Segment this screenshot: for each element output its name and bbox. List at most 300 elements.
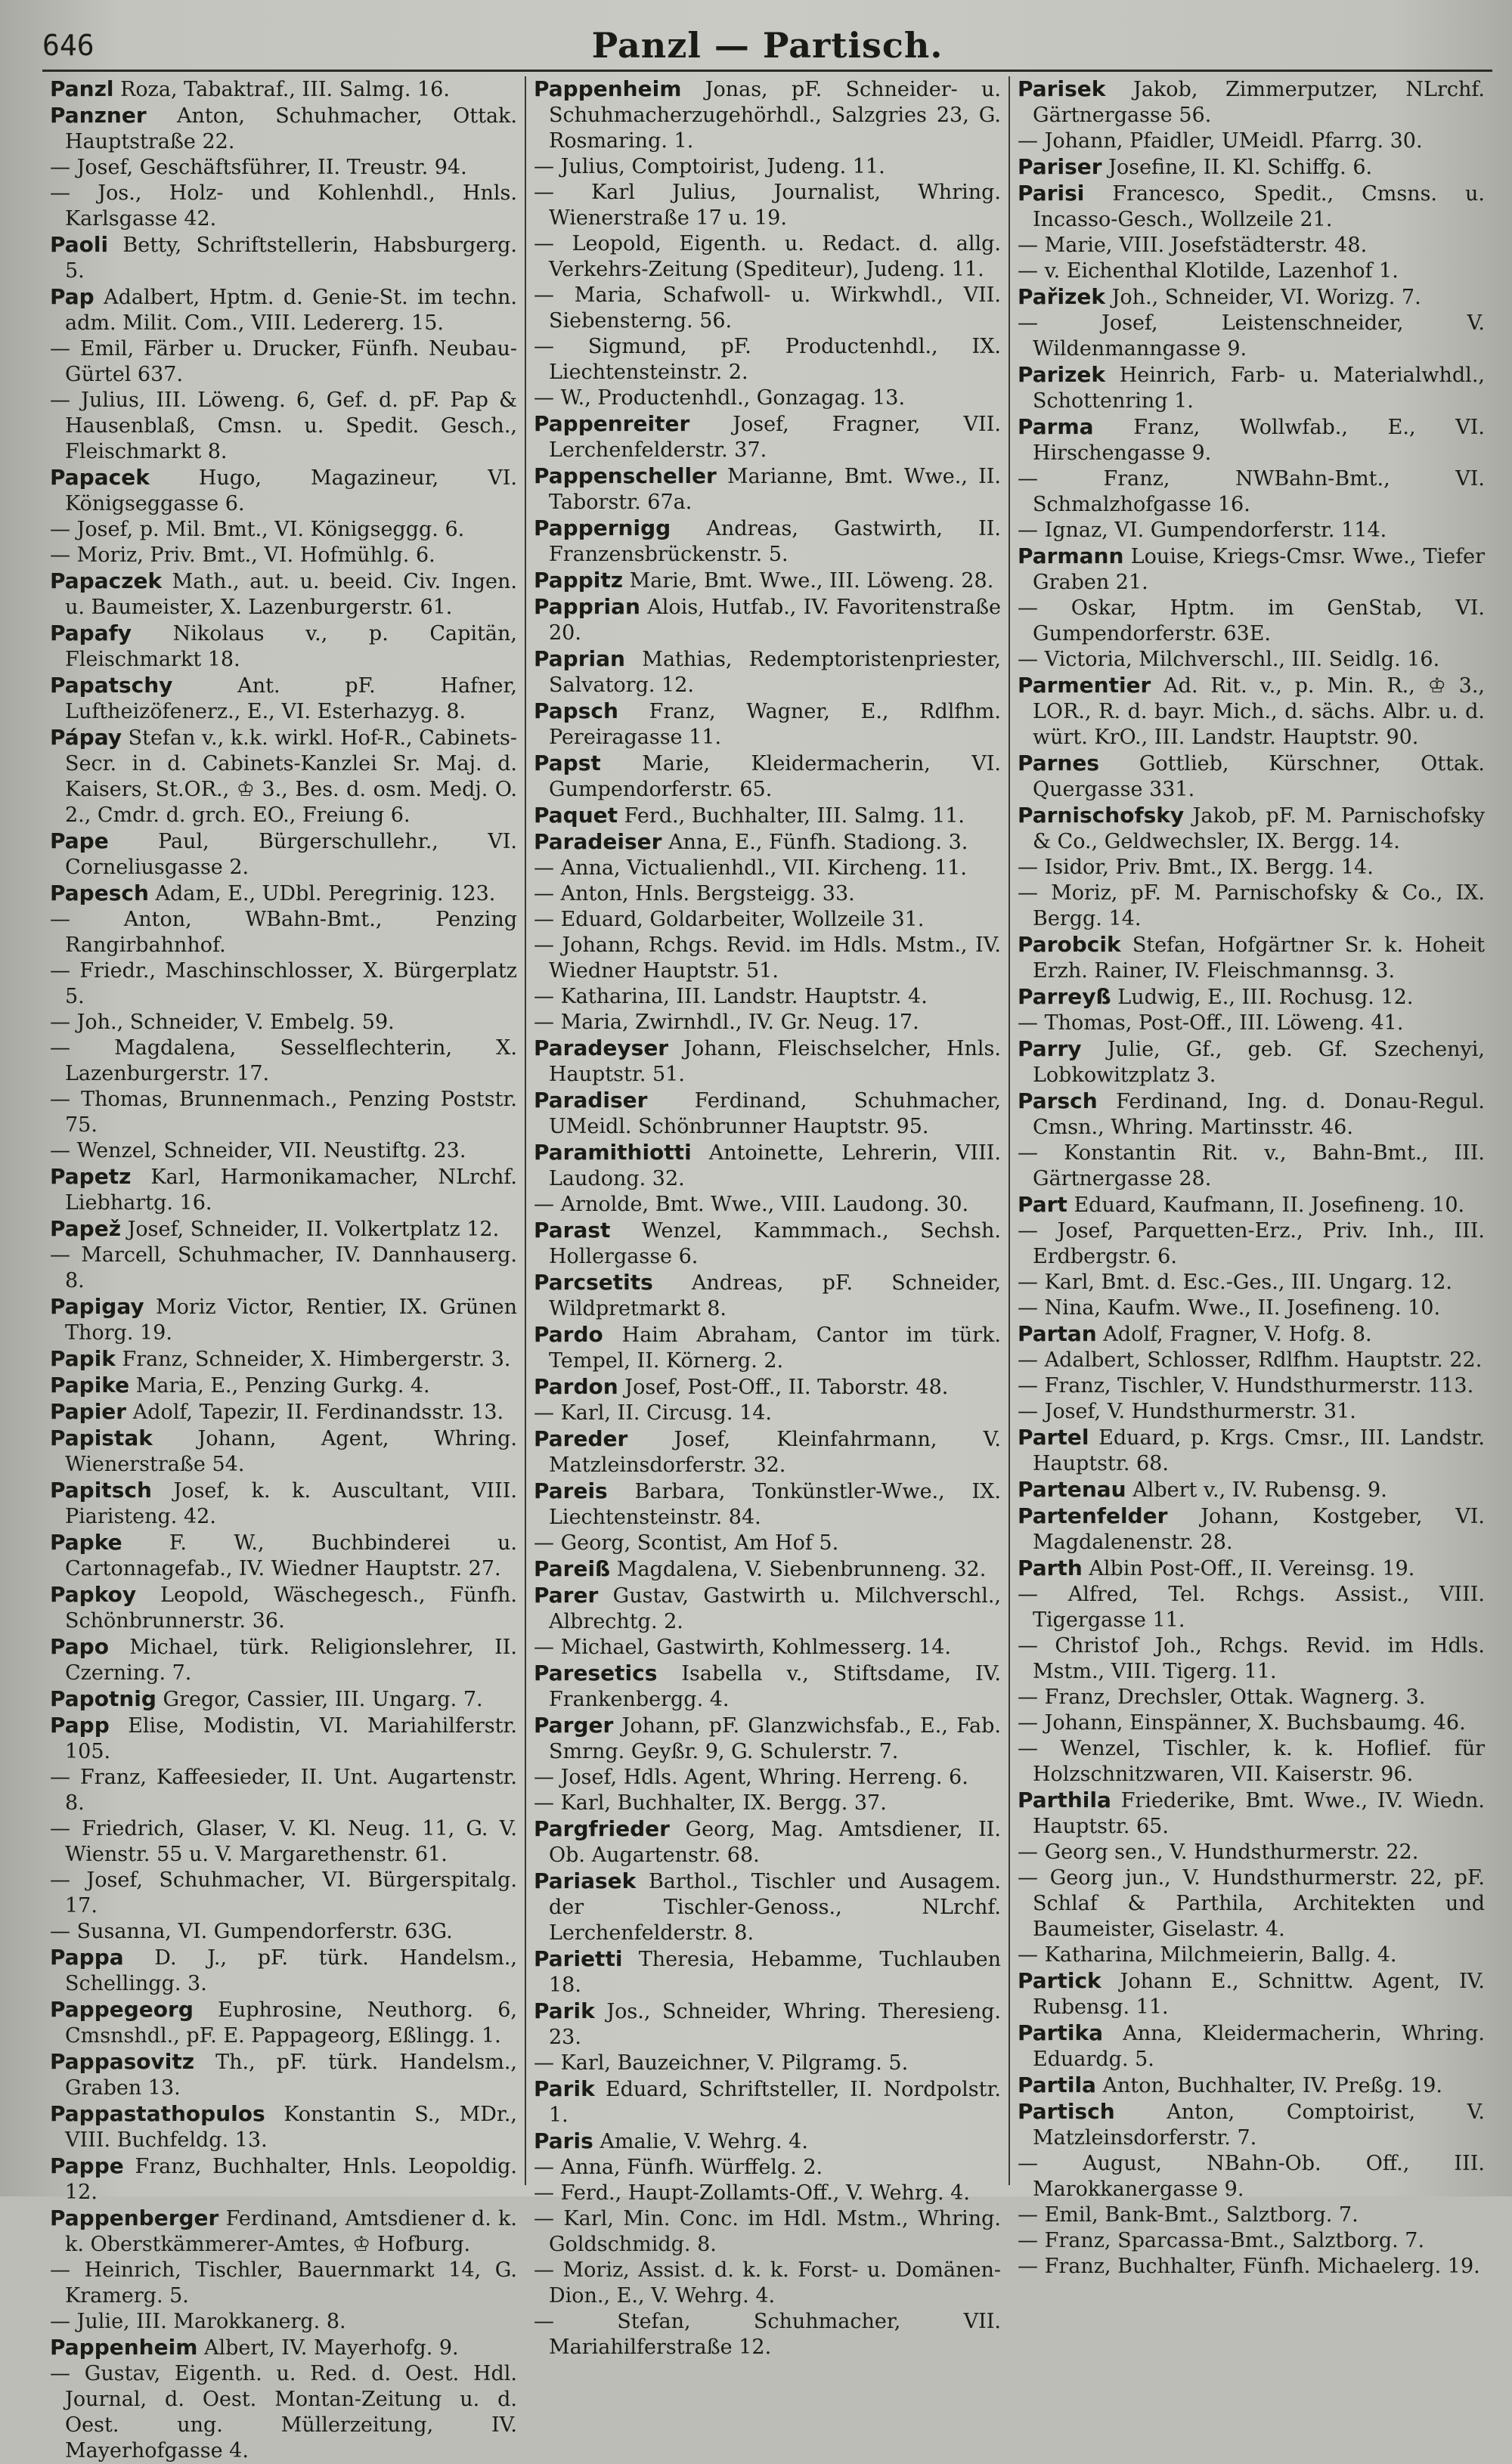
entry-text: — Josef, Parquetten-Erz., Priv. Inh., III. Erdbergstr. 6. xyxy=(1018,1219,1485,1268)
entry-text: — Josef, Geschäftsführer, II. Treustr. 94. xyxy=(50,156,467,179)
entry-surname: Pařizek xyxy=(1018,284,1105,309)
directory-entry xyxy=(1018,311,1485,362)
directory-entry xyxy=(1018,1192,1485,1218)
directory-entry xyxy=(1018,881,1485,932)
directory-entry xyxy=(1018,1582,1485,1633)
directory-entry xyxy=(534,1322,1001,1374)
entry-text: — Anna, Victualienhdl., VII. Kircheng. 11. xyxy=(534,856,967,880)
entry-text: Albert v., IV. Rubensg. 9. xyxy=(1132,1478,1387,1502)
directory-entry xyxy=(50,1087,517,1138)
entry-text: — Karl Julius, Journalist, Whring. Wienerstraße 17 u. 19. xyxy=(534,181,1001,230)
entry-text: — Eduard, Goldarbeiter, Wollzeile 31. xyxy=(534,908,925,931)
directory-entry xyxy=(1018,414,1485,466)
directory-entry xyxy=(1018,543,1485,596)
entry-text: — Friedrich, Glaser, V. Kl. Neug. 11, G. V. Wienstr. 55 u. V. Margarethenstr. 61. xyxy=(50,1817,517,1866)
entry-surname: Paquet xyxy=(534,803,618,828)
entry-text: Jonas, pF. Schneider- u. Schuhmacherzugehörhdl., Salzgries 23, G. Rosmaring. 1. xyxy=(549,78,1002,153)
entry-text: — Ferd., Haupt-Zollamts-Off., V. Wehrg. 4. xyxy=(534,2181,970,2205)
directory-entry xyxy=(1018,1503,1485,1555)
entry-text: — Franz, Kaffeesieder, II. Unt. Augartenstr. 8. xyxy=(50,1766,517,1815)
directory-entry xyxy=(50,1634,517,1686)
entry-surname: Partila xyxy=(1018,2072,1096,2097)
directory-entry xyxy=(50,1945,517,1997)
directory-entry xyxy=(50,517,517,543)
entry-text: — Johann, Pfaidler, UMeidl. Pfarrg. 30. xyxy=(1018,129,1423,153)
directory-entry xyxy=(1018,1295,1485,1321)
entry-surname: Part xyxy=(1018,1192,1067,1217)
entry-text: Math., aut. u. beeid. Civ. Ingen. u. Baumeister, X. Lazenburgerstr. 61. xyxy=(65,570,517,619)
entry-surname: Pariser xyxy=(1018,154,1102,179)
entry-text: — August, NBahn-Ob. Off., III. Marokkanergasse 9. xyxy=(1018,2152,1485,2201)
directory-entry xyxy=(1018,1633,1485,1685)
entry-surname: Parast xyxy=(534,1218,611,1243)
entry-surname: Papež xyxy=(50,1216,121,1241)
directory-entry xyxy=(1018,932,1485,984)
directory-entry xyxy=(534,568,1001,594)
directory-entry xyxy=(534,76,1001,154)
entry-surname: Papaczek xyxy=(50,568,163,593)
directory-entry xyxy=(50,1530,517,1582)
directory-entry xyxy=(50,1713,517,1765)
entry-text: Gottlieb, Kürschner, Ottak. Quergasse 331. xyxy=(1033,752,1485,801)
entry-text: Johann, Agent, Whring. Wienerstraße 54. xyxy=(65,1427,517,1476)
directory-entry xyxy=(534,1791,1001,1816)
entry-text: Elise, Modistin, VI. Mariahilferstr. 105. xyxy=(65,1714,517,1763)
directory-entry xyxy=(534,907,1001,933)
directory-entry xyxy=(534,2076,1001,2128)
directory-entry xyxy=(534,1088,1001,1140)
entry-text: Ferdinand, Amtsdiener d. k. k. Oberstkämmerer-Amtes, ♔ Hofburg. xyxy=(65,2207,517,2256)
entry-surname: Parreyß xyxy=(1018,984,1111,1009)
directory-entry xyxy=(50,907,517,958)
entry-surname: Parer xyxy=(534,1583,599,1608)
entry-surname: Pappasovitz xyxy=(50,2049,195,2074)
directory-entry xyxy=(50,621,517,673)
entry-surname: Parisek xyxy=(1018,76,1106,101)
entry-text: Francesco, Spedit., Cmsns. u. Incasso-Gesch., Wollzeile 21. xyxy=(1033,182,1485,231)
entry-text: — Emil, Färber u. Drucker, Fünfh. Neubau-Gürtel 637. xyxy=(50,337,517,386)
entry-surname: Pardo xyxy=(534,1322,603,1347)
entry-text: Leopold, Wäschegesch., Fünfh. Schönbrunnerstr. 36. xyxy=(65,1583,517,1633)
entry-text: Alois, Hutfab., IV. Favoritenstraße 20. xyxy=(549,596,1001,645)
entry-text: Friederike, Bmt. Wwe., IV. Wiedn. Hauptstr. 65. xyxy=(1033,1789,1485,1838)
entry-surname: Papatschy xyxy=(50,673,173,698)
directory-entry xyxy=(50,1294,517,1346)
entry-text: — Wenzel, Tischler, k. k. Hoflief. für Holzschnitzwaren, VII. Kaiserstr. 96. xyxy=(1018,1737,1485,1786)
entry-text: — Jos., Holz- und Kohlenhdl., Hnls. Karlsgasse 42. xyxy=(50,181,517,231)
entry-text: Adam, E., UDbl. Peregrinig. 123. xyxy=(155,882,496,905)
directory-entry xyxy=(534,463,1001,515)
entry-text: — Alfred, Tel. Rchgs. Assist., VIII. Tigergasse 11. xyxy=(1018,1583,1485,1632)
entry-text: Adalbert, Hptm. d. Genie-St. im techn. adm. Milit. Com., VIII. Ledererg. 15. xyxy=(65,286,517,335)
entry-surname: Paradeyser xyxy=(534,1035,669,1060)
entry-text: Jos., Schneider, Whring. Theresieng. 23. xyxy=(549,2000,1001,2049)
entry-text: — Konstantin Rit. v., Bahn-Bmt., III. Gärtnergasse 28. xyxy=(1018,1141,1485,1190)
entry-surname: Pargfrieder xyxy=(534,1816,670,1841)
running-title: Panzl — Partisch. xyxy=(591,25,943,66)
directory-entry xyxy=(1018,128,1485,154)
directory-entry xyxy=(534,1635,1001,1661)
entry-text: — Emil, Bank-Bmt., Salztborg. 7. xyxy=(1018,2203,1359,2227)
directory-entry xyxy=(534,1998,1001,2051)
directory-entry xyxy=(50,1346,517,1373)
entry-text: Theresia, Hebamme, Tuchlauben 18. xyxy=(549,1948,1001,1997)
entry-text: — Katharina, Milchmeierin, Ballg. 4. xyxy=(1018,1943,1397,1967)
entry-text: Eduard, Schriftsteller, II. Nordpolstr. 1. xyxy=(549,2078,1001,2127)
entry-text: — Heinrich, Tischler, Bauernmarkt 14, G. Kramerg. 5. xyxy=(50,2258,517,2308)
entry-text: Roza, Tabaktraf., III. Salmg. 16. xyxy=(120,78,450,101)
directory-entry xyxy=(534,1192,1001,1218)
entry-text: Josef, Kleinfahrmann, V. Matzleinsdorferstr. 32. xyxy=(549,1428,1001,1477)
directory-entry xyxy=(50,2101,517,2153)
entry-surname: Paradeiser xyxy=(534,829,662,854)
directory-entry xyxy=(50,2049,517,2101)
entry-surname: Paprian xyxy=(534,646,625,671)
entry-text: — Karl, Bauzeichner, V. Pilgramg. 5. xyxy=(534,2051,909,2075)
entry-text: Franz, Buchhalter, Hnls. Leopoldig. 12. xyxy=(65,2155,517,2204)
entry-surname: Papafy xyxy=(50,621,132,645)
entry-text: Franz, Wollwfab., E., VI. Hirschengasse 9. xyxy=(1033,416,1485,465)
entry-text: — Michael, Gastwirth, Kohlmesserg. 14. xyxy=(534,1636,951,1659)
directory-entry xyxy=(534,1035,1001,1088)
entry-surname: Partel xyxy=(1018,1425,1089,1450)
entry-text: — Oskar, Hptm. im GenStab, VI. Gumpendorferstr. 63E. xyxy=(1018,596,1485,645)
entry-text: Barthol., Tischler und Ausagem. der Tischler-Genoss., NLrchf. Lerchenfelderstr. 8. xyxy=(549,1870,1001,1945)
entry-surname: Partenau xyxy=(1018,1477,1126,1502)
directory-entry xyxy=(50,543,517,568)
entry-text: Johann, Fleischselcher, Hnls. Hauptstr. 51. xyxy=(549,1037,1001,1086)
directory-entry xyxy=(534,1140,1001,1192)
entry-text: Anna, Kleidermacherin, Whring. Eduardg. 5. xyxy=(1033,2022,1485,2071)
directory-entry xyxy=(1018,1788,1485,1840)
directory-entry xyxy=(50,1478,517,1530)
entry-surname: Papp xyxy=(50,1713,110,1738)
entry-text: — Josef, Leistenschneider, V. Wildenmanngasse 9. xyxy=(1018,311,1485,361)
entry-surname: Pappenscheller xyxy=(534,463,717,488)
entry-text: Eduard, p. Krgs. Cmsr., III. Landstr. Hauptstr. 68. xyxy=(1033,1426,1485,1475)
directory-entry xyxy=(534,154,1001,180)
entry-text: Josef, k. k. Auscultant, VIII. Piaristeng. 42. xyxy=(65,1479,517,1528)
directory-entry xyxy=(50,2258,517,2309)
entry-text: — Christof Joh., Rchgs. Revid. im Hdls. Mstm., VIII. Tigerg. 11. xyxy=(1018,1634,1485,1683)
directory-entry xyxy=(534,933,1001,984)
directory-entry xyxy=(1018,2228,1485,2254)
entry-surname: Parizek xyxy=(1018,362,1105,387)
entry-surname: Pareis xyxy=(534,1478,608,1503)
entry-surname: Parnes xyxy=(1018,751,1100,775)
directory-entry xyxy=(534,1556,1001,1583)
directory-entry xyxy=(534,2181,1001,2206)
directory-entry xyxy=(50,1997,517,2049)
entry-text: — Gustav, Eigenth. u. Red. d. Oest. Hdl. Journal, d. Oest. Montan-Zeitung u. d. Oest. ung. Müllerzeitung, IV. Mayerhofgasse 4. xyxy=(50,2362,517,2462)
entry-surname: Papitsch xyxy=(50,1478,152,1503)
directory-entry xyxy=(50,103,517,155)
directory-entry xyxy=(534,1531,1001,1556)
entry-surname: Parobcik xyxy=(1018,932,1121,957)
directory-entry xyxy=(50,232,517,284)
directory-entry xyxy=(534,594,1001,646)
entry-text: — Maria, Schafwoll- u. Wirkwhdl., VII. Siebensterng. 56. xyxy=(534,283,1001,333)
entry-text: — Leopold, Eigenth. u. Redact. d. allg. Verkehrs-Zeitung (Spediteur), Judeng. 11. xyxy=(534,232,1001,281)
directory-entry xyxy=(1018,1865,1485,1942)
entry-surname: Pappenberger xyxy=(50,2206,219,2230)
directory-entry xyxy=(534,1661,1001,1713)
entry-text: Anton, Schuhmacher, Ottak. Hauptstraße 22. xyxy=(65,104,517,153)
directory-entry xyxy=(1018,362,1485,414)
directory-entry xyxy=(1018,2099,1485,2151)
directory-entry xyxy=(50,2335,517,2361)
entry-surname: Partika xyxy=(1018,2020,1103,2045)
entry-surname: Parmann xyxy=(1018,543,1124,568)
entry-surname: Parry xyxy=(1018,1036,1082,1061)
directory-entry xyxy=(50,1765,517,1816)
entry-text: — Ignaz, VI. Gumpendorferstr. 114. xyxy=(1018,518,1387,542)
entry-text: Hugo, Magazineur, VI. Königseggasse 6. xyxy=(65,466,517,515)
directory-entry xyxy=(534,1583,1001,1635)
directory-entry xyxy=(50,1373,517,1399)
directory-entry xyxy=(534,1401,1001,1426)
directory-entry xyxy=(534,1218,1001,1270)
directory-entry xyxy=(50,1582,517,1634)
entry-text: — Moriz, Assist. d. k. k. Forst- u. Domänen-Dion., E., V. Wehrg. 4. xyxy=(534,2258,1001,2308)
entry-surname: Pappernigg xyxy=(534,515,671,540)
entry-text: — Karl, Bmt. d. Esc.-Ges., III. Ungarg. 12. xyxy=(1018,1271,1452,1294)
directory-entry xyxy=(50,181,517,232)
directory-entry xyxy=(1018,1840,1485,1865)
entry-surname: Papotnig xyxy=(50,1686,156,1711)
entry-surname: Paresetics xyxy=(534,1661,658,1685)
directory-entry xyxy=(1018,1685,1485,1710)
directory-entry xyxy=(50,568,517,621)
entry-text: Magdalena, V. Siebenbrunneng. 32. xyxy=(616,1558,987,1581)
entry-surname: Papprian xyxy=(534,594,640,619)
directory-entry xyxy=(50,1010,517,1035)
entry-text: Maria, E., Penzing Gurkg. 4. xyxy=(135,1374,430,1398)
directory-entry xyxy=(534,1713,1001,1765)
directory-entry xyxy=(1018,1736,1485,1788)
directory-entry xyxy=(534,1010,1001,1035)
entry-text: — Marcell, Schuhmacher, IV. Dannhauserg. 8. xyxy=(50,1243,517,1292)
directory-entry xyxy=(50,2361,517,2464)
entry-text: Josef, Schneider, II. Volkertplatz 12. xyxy=(127,1218,500,1241)
directory-entry xyxy=(1018,258,1485,284)
directory-entry xyxy=(534,698,1001,751)
entry-text: Mathias, Redemptoristenpriester, Salvatorg. 12. xyxy=(549,648,1001,697)
entry-text: — Arnolde, Bmt. Wwe., VIII. Laudong. 30. xyxy=(534,1193,969,1216)
entry-surname: Paris xyxy=(534,2128,593,2153)
entry-surname: Papsch xyxy=(534,698,618,723)
entry-text: — Julie, III. Marokkanerg. 8. xyxy=(50,2310,346,2333)
directory-entry xyxy=(534,646,1001,698)
directory-entry xyxy=(50,2153,517,2206)
directory-entry xyxy=(534,1946,1001,1998)
directory-entry xyxy=(50,388,517,465)
directory-entry xyxy=(1018,2020,1485,2072)
entry-surname: Parmentier xyxy=(1018,673,1151,698)
column-3 xyxy=(1009,76,1492,2278)
entry-text: Anna, E., Fünfh. Stadiong. 3. xyxy=(668,831,968,854)
entry-surname: Panzner xyxy=(50,103,147,128)
column-2 xyxy=(525,76,1009,2359)
entry-surname: Pápay xyxy=(50,725,122,750)
entry-text: Johann, Kostgeber, VI. Magdalenenstr. 28. xyxy=(1033,1505,1485,1554)
entry-text: Marianne, Bmt. Wwe., II. Taborstr. 67a. xyxy=(549,465,1001,514)
entry-text: Josefine, II. Kl. Schiffg. 6. xyxy=(1108,156,1373,179)
directory-entry xyxy=(1018,596,1485,647)
directory-entry xyxy=(534,411,1001,463)
entry-surname: Parthila xyxy=(1018,1788,1111,1812)
entry-text: Georg, Mag. Amtsdiener, II. Ob. Augartenstr. 68. xyxy=(549,1818,1001,1867)
entry-text: Eduard, Kaufmann, II. Josefineng. 10. xyxy=(1074,1193,1465,1217)
entry-surname: Parcsetits xyxy=(534,1270,653,1295)
directory-entry xyxy=(534,1374,1001,1401)
directory-entry xyxy=(534,231,1001,283)
directory-entry xyxy=(1018,1399,1485,1425)
directory-entry xyxy=(50,828,517,881)
entry-surname: Papetz xyxy=(50,1164,132,1189)
directory-entry xyxy=(50,284,517,336)
directory-entry xyxy=(50,673,517,725)
entry-text: — Anton, Hnls. Bergsteigg. 33. xyxy=(534,882,855,905)
entry-text: — Wenzel, Schneider, VII. Neustiftg. 23. xyxy=(50,1139,466,1162)
entry-text: — Johann, Einspänner, X. Buchsbaumg. 46. xyxy=(1018,1711,1466,1735)
directory-entry xyxy=(1018,1141,1485,1192)
entry-surname: Partick xyxy=(1018,1968,1101,1993)
directory-entry xyxy=(534,1765,1001,1791)
entry-surname: Parger xyxy=(534,1713,614,1738)
directory-entry xyxy=(50,1686,517,1713)
directory-entry xyxy=(50,1216,517,1243)
entry-text: — Karl, Min. Conc. im Hdl. Mstm., Whring. Goldschmidg. 8. xyxy=(534,2207,1001,2256)
entry-text: Ad. Rit. v., p. Min. R., ♔ 3., LOR., R. d. bayr. Mich., d. sächs. Albr. u. d. würt. KrO., III. Landstr. Hauptstr. 90. xyxy=(1033,674,1485,749)
directory-entry xyxy=(1018,1218,1485,1270)
entry-surname: Parsch xyxy=(1018,1088,1098,1113)
entry-text: Marie, Kleidermacherin, VI. Gumpendorferstr. 65. xyxy=(549,752,1001,801)
directory-entry xyxy=(534,2309,1001,2360)
directory-entry xyxy=(1018,673,1485,751)
directory-entry xyxy=(1018,233,1485,258)
directory-entry xyxy=(1018,181,1485,233)
entry-text: Joh., Schneider, VI. Worizg. 7. xyxy=(1111,286,1421,309)
directory-entry xyxy=(1018,1321,1485,1348)
directory-entry xyxy=(534,1426,1001,1478)
directory-entry xyxy=(1018,647,1485,673)
entry-text: Konstantin S., MDr., VIII. Buchfeldg. 13. xyxy=(65,2103,517,2152)
entry-text: — Franz, Tischler, V. Hundsthurmerstr. 113. xyxy=(1018,1374,1474,1398)
entry-surname: Pappe xyxy=(50,2153,124,2178)
entry-text: Adolf, Tapezir, II. Ferdinandsstr. 13. xyxy=(132,1401,504,1424)
entry-text: Louise, Kriegs-Cmsr. Wwe., Tiefer Graben 21. xyxy=(1033,545,1485,594)
entry-surname: Parietti xyxy=(534,1946,623,1971)
directory-entry xyxy=(50,1919,517,1945)
entry-text: — Susanna, VI. Gumpendorferstr. 63G. xyxy=(50,1920,453,1943)
entry-surname: Papike xyxy=(50,1373,130,1398)
directory-entry xyxy=(1018,1425,1485,1477)
page-header xyxy=(42,21,1492,72)
entry-surname: Pappastathopulos xyxy=(50,2101,265,2126)
entry-text: Wenzel, Kammmach., Sechsh. Hollergasse 6. xyxy=(549,1219,1001,1268)
directory-entry xyxy=(50,1243,517,1294)
entry-text: Antoinette, Lehrerin, VIII. Laudong. 32. xyxy=(549,1141,1001,1190)
entry-surname: Papke xyxy=(50,1530,122,1555)
entry-text: Anton, Comptoirist, V. Matzleinsdorferstr. 7. xyxy=(1033,2100,1485,2150)
entry-surname: Papst xyxy=(534,751,601,775)
directory-entry xyxy=(1018,284,1485,311)
entry-text: Stefan v., k.k. wirkl. Hof-R., Cabinets-Secr. in d. Cabinets-Kanzlei Sr. Maj. d. Kaisers, St.OR., ♔ 3., Bes. d. osm. Medj. O. 2., Cmdr. d. grch. EO., Freiung 6. xyxy=(65,726,517,827)
entry-text: — Friedr., Maschinschlosser, X. Bürgerplatz 5. xyxy=(50,959,517,1008)
entry-surname: Papigay xyxy=(50,1294,144,1319)
entry-surname: Papo xyxy=(50,1634,109,1659)
directory-entry xyxy=(1018,1036,1485,1088)
directory-entry xyxy=(534,2206,1001,2258)
directory-entry xyxy=(50,155,517,181)
entry-text: Euphrosine, Neuthorg. 6, Cmsnshdl., pF. E. Pappageorg, Eßlingg. 1. xyxy=(65,1998,517,2048)
entry-text: Gregor, Cassier, III. Ungarg. 7. xyxy=(163,1688,483,1711)
entry-text: Moriz Victor, Rentier, IX. Grünen Thorg. 19. xyxy=(65,1295,517,1345)
directory-entry xyxy=(1018,2151,1485,2202)
directory-entry xyxy=(534,751,1001,803)
directory-entry xyxy=(534,829,1001,856)
directory-entry xyxy=(50,2206,517,2258)
directory-entry xyxy=(1018,2072,1485,2099)
entry-text: — Karl, Buchhalter, IX. Bergg. 37. xyxy=(534,1791,887,1815)
entry-text: Johann, pF. Glanzwichsfab., E., Fab. Smrng. Geyßr. 9, G. Schulerstr. 7. xyxy=(549,1714,1001,1763)
entry-surname: Pappa xyxy=(50,1945,124,1970)
directory-entry xyxy=(1018,803,1485,855)
entry-text: Karl, Harmonikamacher, NLrchf. Liebhartg. 16. xyxy=(65,1165,517,1215)
entry-text: F. W., Buchbinderei u. Cartonnagefab., IV. Wiedner Hauptstr. 27. xyxy=(65,1531,517,1580)
directory-entry xyxy=(50,2309,517,2335)
entry-text: — Anna, Fünfh. Würffelg. 2. xyxy=(534,2156,823,2179)
entry-surname: Parik xyxy=(534,2076,595,2101)
entry-surname: Papacek xyxy=(50,465,150,490)
entry-text: — Johann, Rchgs. Revid. im Hdls. Mstm., IV. Wiedner Hauptstr. 51. xyxy=(534,933,1001,983)
entry-text: Nikolaus v., p. Capitän, Fleischmarkt 18. xyxy=(65,622,517,671)
entry-text: — Franz, Sparcassa-Bmt., Salztborg. 7. xyxy=(1018,2229,1425,2252)
directory-entry xyxy=(534,1270,1001,1322)
entry-text: Haim Abraham, Cantor im türk. Tempel, II. Körnerg. 2. xyxy=(549,1323,1001,1373)
directory-entry xyxy=(50,1164,517,1216)
entry-text: — Victoria, Milchverschl., III. Seidlg. 16. xyxy=(1018,648,1440,671)
entry-text: — Josef, V. Hundsthurmerstr. 31. xyxy=(1018,1400,1356,1423)
entry-text: Anton, Buchhalter, IV. Preßg. 19. xyxy=(1102,2074,1442,2097)
entry-text: — Nina, Kaufm. Wwe., II. Josefineng. 10. xyxy=(1018,1296,1441,1320)
entry-text: — Julius, Comptoirist, Judeng. 11. xyxy=(534,155,885,178)
entry-surname: Panzl xyxy=(50,76,114,101)
entry-text: Josef, Post-Off., II. Taborstr. 48. xyxy=(624,1376,949,1399)
directory-entry xyxy=(534,856,1001,881)
entry-surname: Pappitz xyxy=(534,568,624,593)
entry-text: Josef, Fragner, VII. Lerchenfelderstr. 37. xyxy=(549,413,1001,462)
directory-entry xyxy=(1018,855,1485,881)
entry-surname: Papier xyxy=(50,1399,127,1424)
directory-entry xyxy=(1018,1373,1485,1399)
directory-entry xyxy=(1018,1348,1485,1373)
entry-text: — Josef, Hdls. Agent, Whring. Herreng. 6. xyxy=(534,1766,968,1789)
entry-text: Gustav, Gastwirth u. Milchverschl., Albrechtg. 2. xyxy=(549,1584,1001,1633)
directory-entry xyxy=(534,1816,1001,1868)
entry-surname: Partenfelder xyxy=(1018,1503,1168,1528)
entry-text: — Moriz, Priv. Bmt., VI. Hofmühlg. 6. xyxy=(50,543,435,567)
entry-text: — Stefan, Schuhmacher, VII. Mariahilferstraße 12. xyxy=(534,2310,1001,2359)
entry-text: Franz, Wagner, E., Rdlfhm. Pereiragasse 11. xyxy=(549,700,1001,749)
directory-entry xyxy=(50,1035,517,1087)
entry-text: Andreas, Gastwirth, II. Franzensbrückenstr. 5. xyxy=(549,517,1001,566)
directory-entry xyxy=(1018,2202,1485,2228)
entry-text: — Georg sen., V. Hundsthurmerstr. 22. xyxy=(1018,1840,1419,1864)
directory-entry xyxy=(1018,1968,1485,2020)
entry-text: Julie, Gf., geb. Gf. Szechenyi, Lobkowitzplatz 3. xyxy=(1033,1038,1485,1087)
